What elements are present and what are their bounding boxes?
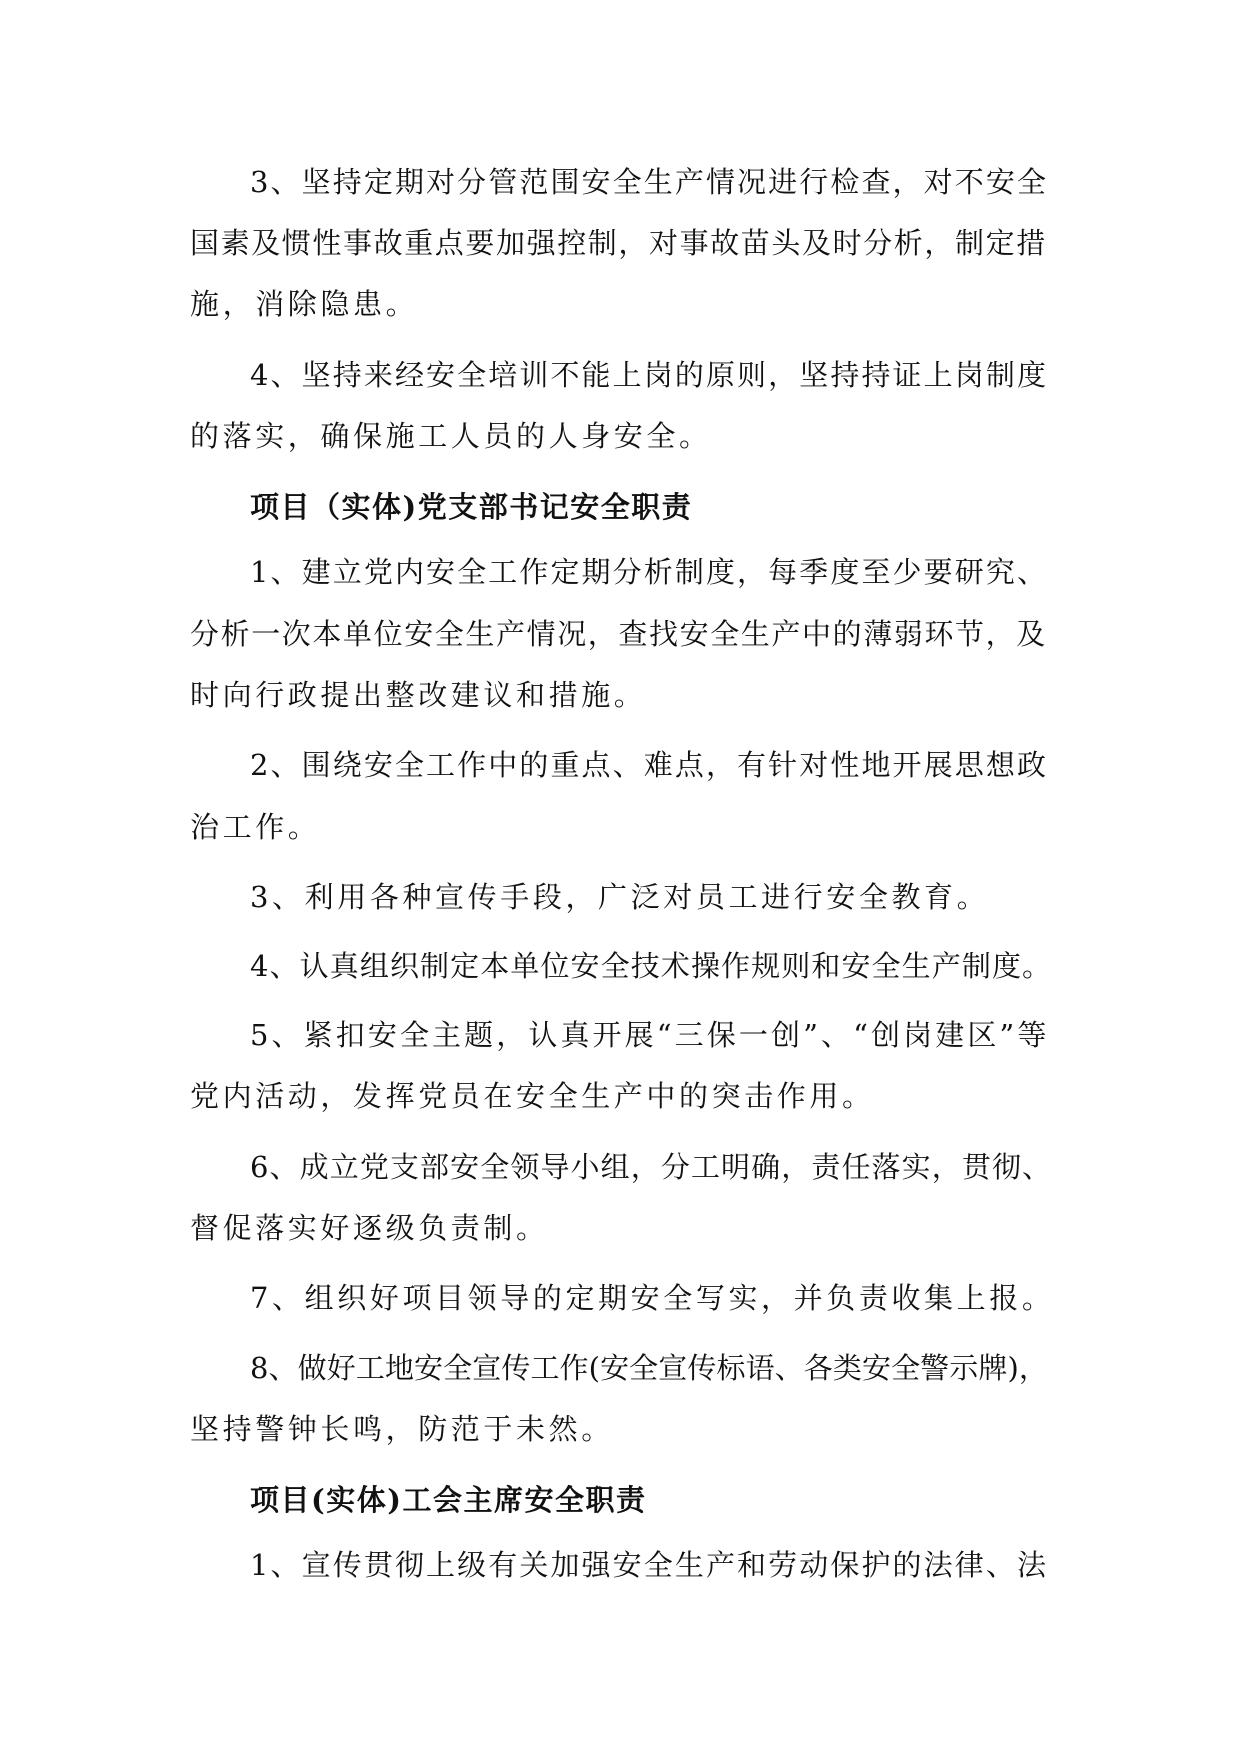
paragraph-line: 坚持警钟长鸣，防范于未然。	[190, 1412, 614, 1446]
paragraph-line: 1、宣传贯彻上级有关加强安全生产和劳动保护的法律、法	[250, 1548, 1049, 1582]
paragraph-line: 治工作。	[190, 810, 321, 844]
paragraph-line: 的落实，确保施工人员的人身安全。	[190, 419, 712, 453]
paragraph-line: 督促落实好逐级负责制。	[190, 1211, 549, 1245]
paragraph-line: 分析一次本单位安全生产情况，查找安全生产中的薄弱环节，及	[190, 617, 1047, 651]
section-heading: 项目（实体)党支部书记安全职责	[250, 490, 693, 524]
paragraph-line: 4、认真组织制定本单位安全技术操作规则和安全生产制度。	[250, 949, 1053, 983]
paragraph-line: 5、紧扣安全主题，认真开展“三保一创”、“创岗建区”等	[250, 1018, 1050, 1052]
paragraph-line: 7、组织好项目领导的定期安全写实，并负责收集上报。	[250, 1281, 1055, 1315]
paragraph-line: 时向行政提出整改建议和措施。	[190, 678, 647, 712]
paragraph-line: 施，消除隐患。	[190, 287, 419, 321]
paragraph-line: 3、利用各种宣传手段，广泛对员工进行安全教育。	[250, 880, 990, 914]
paragraph-line: 4、坚持来经安全培训不能上岗的原则，坚持持证上岗制度	[250, 358, 1049, 392]
section-heading: 项目(实体)工会主席安全职责	[250, 1483, 647, 1517]
paragraph-line: 党内活动，发挥党员在安全生产中的突击作用。	[190, 1079, 875, 1113]
paragraph-line: 1、建立党内安全工作定期分析制度，每季度至少要研究、	[250, 555, 1049, 589]
paragraph-line: 2、围绕安全工作中的重点、难点，有针对性地开展思想政	[250, 748, 1049, 782]
paragraph-line: 国素及惯性事故重点要加强控制，对事故苗头及时分析，制定措	[190, 226, 1047, 260]
paragraph-line: 6、成立党支部安全领导小组，分工明确，责任落实，贯彻、	[250, 1150, 1053, 1184]
paragraph-line: 3、坚持定期对分管范围安全生产情况进行检查，对不安全	[250, 165, 1049, 199]
paragraph-line: 8、做好工地安全宣传工作(安全宣传标语、各类安全警示牌)，	[250, 1351, 1048, 1385]
